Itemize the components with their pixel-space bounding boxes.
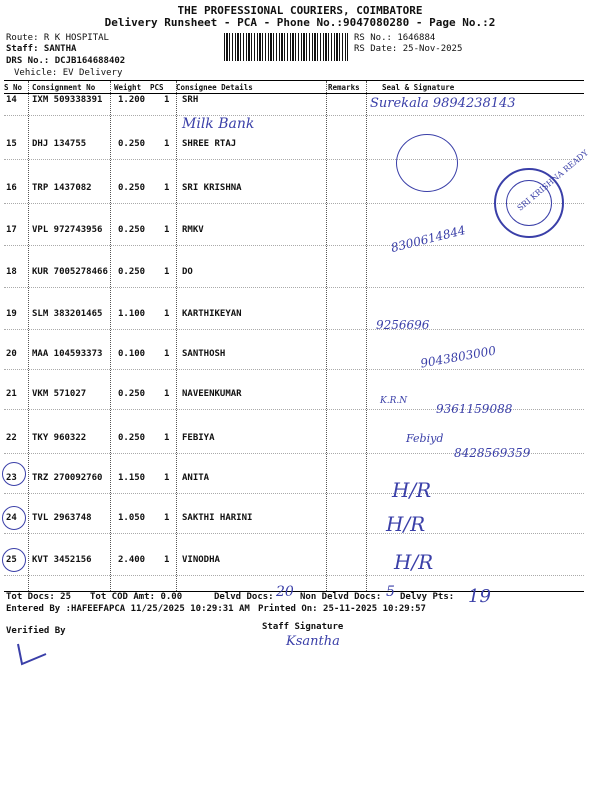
- row-consignment: TVL 2963748: [32, 513, 92, 523]
- row-consignee: SHREE RTAJ: [182, 139, 237, 149]
- staff: Staff: SANTHA: [6, 44, 77, 54]
- sig-row23: H/R: [392, 478, 432, 502]
- col-weight: Weight: [114, 83, 142, 92]
- row-sno: 14: [6, 95, 17, 105]
- row-sno: 15: [6, 139, 17, 149]
- tot-cod: Tot COD Amt: 0.00: [90, 592, 183, 602]
- row-sno: 18: [6, 267, 17, 277]
- delvd-docs-value: 20: [276, 584, 294, 600]
- row-pcs: 1: [164, 95, 170, 105]
- row-consignee: DO: [182, 267, 193, 277]
- row-sno: 23: [6, 473, 17, 483]
- row-weight: 0.250: [118, 267, 146, 277]
- barcode: [224, 33, 348, 61]
- delvd-docs: Delvd Docs:: [214, 592, 274, 602]
- col-consignment: Consignment No: [32, 83, 96, 92]
- row-consignment: IXM 509338391: [32, 95, 103, 105]
- drs-number: DRS No.: DCJB164688402: [6, 56, 126, 66]
- row-consignee: SAKTHI HARINI: [182, 513, 253, 523]
- sig-row24: H/R: [386, 512, 426, 536]
- row-sno: 25: [6, 555, 17, 565]
- row-weight: 0.250: [118, 183, 146, 193]
- row-weight: 1.100: [118, 309, 146, 319]
- row-consignee: FEBIYA: [182, 433, 215, 443]
- row-weight: 1.050: [118, 513, 146, 523]
- phone-row17: 8300614844: [389, 222, 467, 256]
- row-consignee: SRH: [182, 95, 199, 105]
- circle-23: [2, 462, 26, 486]
- row-pcs: 1: [164, 555, 170, 565]
- col-remarks: Remarks: [328, 83, 360, 92]
- row-consignment: KVT 3452156: [32, 555, 92, 565]
- col-pcs: PCS: [150, 83, 164, 92]
- row-pcs: 1: [164, 389, 170, 399]
- delvy-pts: Delvy Pts:: [400, 592, 455, 602]
- row-consignment: VPL 972743956: [32, 225, 103, 235]
- sig-row14: Surekala 9894238143: [370, 96, 516, 111]
- row-consignee: KARTHIKEYAN: [182, 309, 242, 319]
- row-weight: 0.250: [118, 433, 146, 443]
- row-consignee: RMKV: [182, 225, 204, 235]
- row-sno: 16: [6, 183, 17, 193]
- rs-date: RS Date: 25-Nov-2025: [354, 44, 463, 54]
- row-sno: 20: [6, 349, 17, 359]
- entered-by: Entered By :HAFEEFAPCA 11/25/2025 10:29:31 AM: [6, 604, 250, 614]
- non-delvd-docs: Non Delvd Docs:: [300, 592, 382, 602]
- row-sno: 19: [6, 309, 17, 319]
- row-consignee: NAVEENKUMAR: [182, 389, 242, 399]
- row-consignment: DHJ 134755: [32, 139, 87, 149]
- col-sno: S No: [4, 83, 23, 92]
- row-pcs: 1: [164, 183, 170, 193]
- row-pcs: 1: [164, 513, 170, 523]
- phone-row21: 9361159088: [436, 402, 513, 416]
- circle-25: [2, 548, 26, 572]
- phone-row20: 9043803000: [419, 343, 497, 371]
- seal-stamp-1: [396, 134, 458, 192]
- row-consignee: SANTHOSH: [182, 349, 226, 359]
- row-consignment: KUR 7005278466: [32, 267, 108, 277]
- row-pcs: 1: [164, 225, 170, 235]
- row-sno: 22: [6, 433, 17, 443]
- col-consignee: Consignee Details: [176, 83, 253, 92]
- row-pcs: 1: [164, 433, 170, 443]
- row-sno: 21: [6, 389, 17, 399]
- col-seal: Seal & Signature: [382, 83, 455, 92]
- sig-row22: Febiyd: [406, 432, 444, 445]
- row-consignment: TRZ 270092760: [32, 473, 103, 483]
- row-consignee: ANITA: [182, 473, 210, 483]
- row-pcs: 1: [164, 267, 170, 277]
- runsheet-table: [4, 80, 584, 592]
- tot-docs: Tot Docs: 25: [6, 592, 72, 602]
- verified-by: Verified By: [6, 626, 66, 636]
- staff-signature: Ksantha: [286, 634, 340, 649]
- row-consignment: MAA 104593373: [32, 349, 103, 359]
- row-consignment: TKY 960322: [32, 433, 87, 443]
- rs-number: RS No.: 1646884: [354, 33, 436, 43]
- row-pcs: 1: [164, 473, 170, 483]
- sig-row25: H/R: [394, 550, 434, 574]
- row-consignment: TRP 1437082: [32, 183, 92, 193]
- row-consignment: SLM 383201465: [32, 309, 103, 319]
- row-sno: 17: [6, 225, 17, 235]
- row-weight: 0.250: [118, 389, 146, 399]
- row-consignee: SRI KRISHNA: [182, 183, 242, 193]
- row-pcs: 1: [164, 309, 170, 319]
- printed-on: Printed On: 25-11-2025 10:29:57: [258, 604, 426, 614]
- row-weight: 0.250: [118, 139, 146, 149]
- verified-signature: [12, 640, 52, 670]
- row-consignee: VINODHA: [182, 555, 220, 565]
- row-weight: 0.250: [118, 225, 146, 235]
- row-weight: 1.200: [118, 95, 146, 105]
- stamp-text: SRI KRISHNA READY: [515, 148, 590, 213]
- circle-24: [2, 506, 26, 530]
- note-row14: Milk Bank: [182, 116, 255, 132]
- company-title: THE PROFESSIONAL COURIERS, COIMBATORE: [177, 4, 423, 17]
- row-weight: 0.100: [118, 349, 146, 359]
- vehicle: Vehicle: EV Delivery: [14, 68, 123, 78]
- row-weight: 2.400: [118, 555, 146, 565]
- delvy-pts-value: 19: [468, 586, 491, 607]
- row-pcs: 1: [164, 349, 170, 359]
- phone-row19: 9256696: [376, 318, 430, 332]
- runsheet-subtitle: Delivery Runsheet - PCA - Phone No.:9047080280 - Page No.:2: [104, 16, 496, 29]
- row-weight: 1.150: [118, 473, 146, 483]
- row-pcs: 1: [164, 139, 170, 149]
- staff-signature-label: Staff Signature: [262, 622, 344, 632]
- non-delvd-value: 5: [386, 584, 395, 600]
- route: Route: R K HOSPITAL: [6, 33, 109, 43]
- row-sno: 24: [6, 513, 17, 523]
- phone-row22: 8428569359: [454, 446, 531, 460]
- sig-row21: K.R.N: [380, 396, 408, 406]
- row-consignment: VKM 571027: [32, 389, 87, 399]
